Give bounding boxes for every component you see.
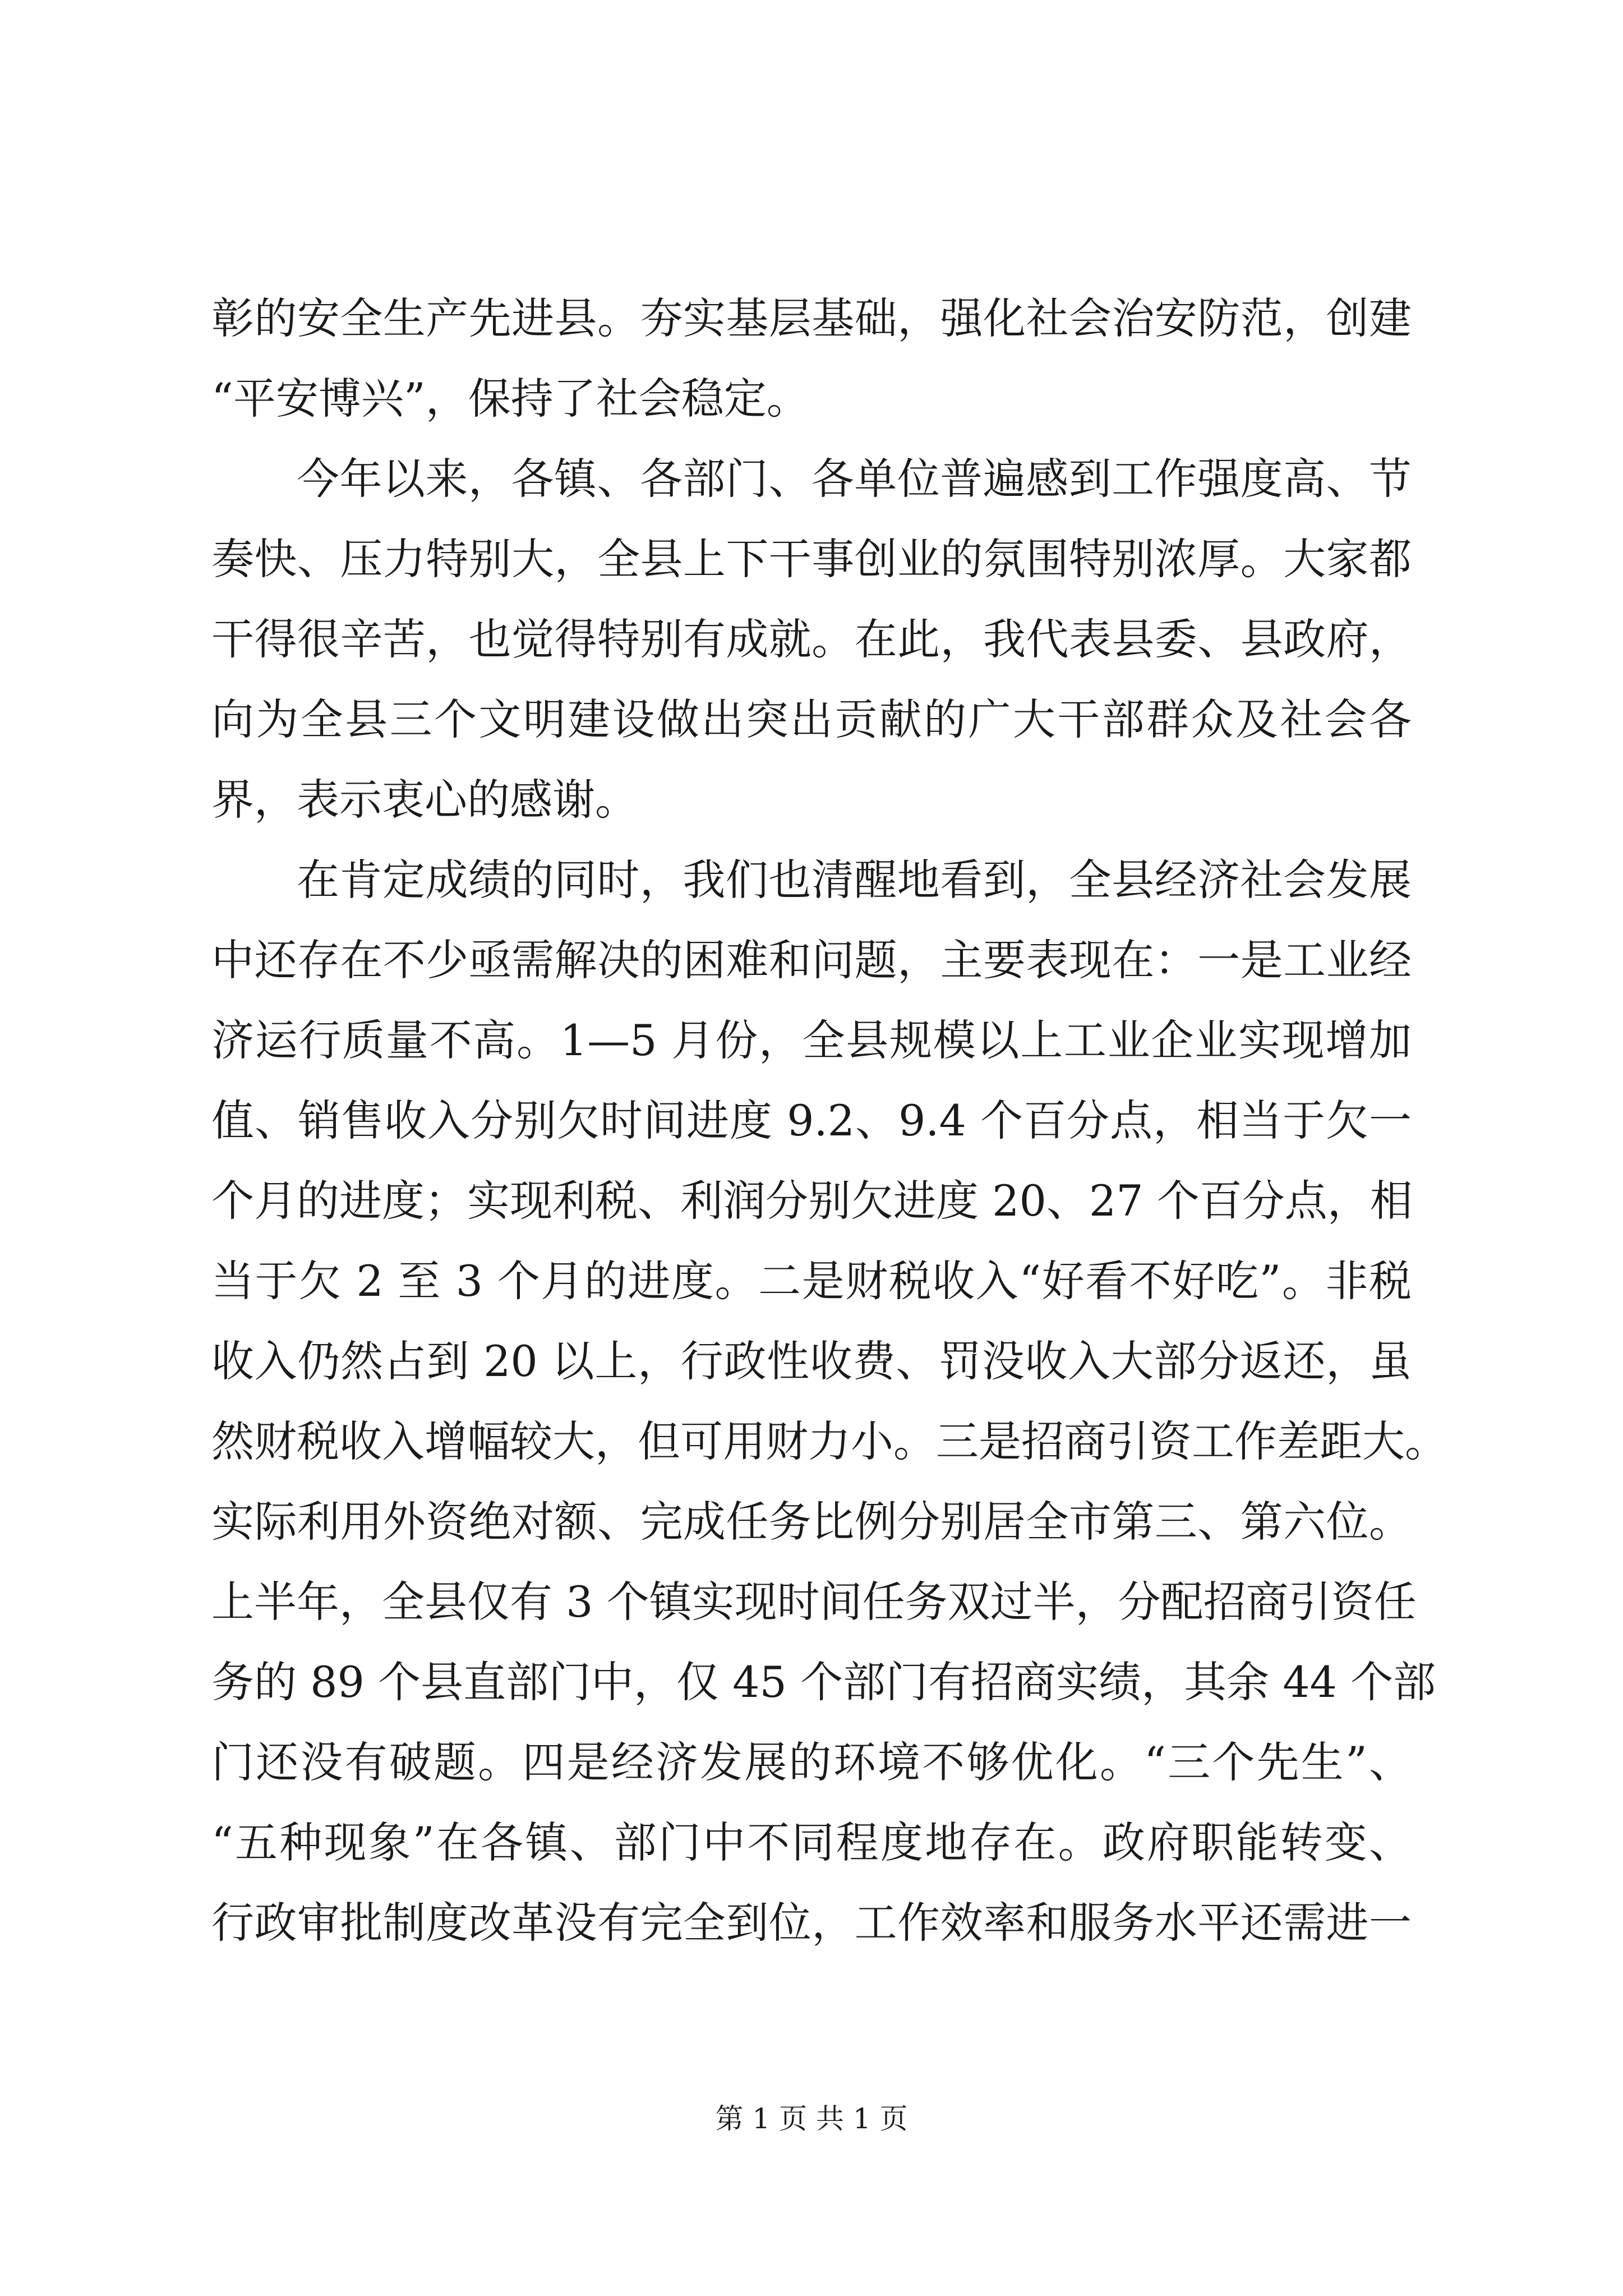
- text-line: 在肯定成绩的同时，我们也清醒地看到，全县经济社会发展: [297, 855, 1412, 905]
- text-line: 界，表示衷心的感谢。: [211, 775, 638, 825]
- paragraph: [211, 454, 1412, 825]
- text-line: 上半年，全县仅有 3 个镇实现时间任务双过半，分配招商引资任: [211, 1577, 1417, 1627]
- text-line: 收入仍然占到 20 以上，行政性收费、罚没收入大部分返还，虽: [211, 1336, 1412, 1386]
- paragraph: [211, 855, 1447, 1948]
- text-line: 实际利用外资绝对额、完成任务比例分别居全市第三、第六位。: [211, 1497, 1412, 1547]
- text-line: 今年以来，各镇、各部门、各单位普遍感到工作强度高、节: [297, 454, 1412, 504]
- text-line: 个月的进度；实现利税、利润分别欠进度 20、27 个百分点，相: [211, 1176, 1413, 1226]
- text-line: 奏快、压力特别大，全县上下干事创业的氛围特别浓厚。大家都: [211, 534, 1412, 584]
- text-line: 值、销售收入分别欠时间进度 9.2、9.4 个百分点，相当于欠一: [211, 1096, 1412, 1145]
- page-footer: 第 1 页 共 1 页: [715, 2102, 908, 2135]
- text-line: 向为全县三个文明建设做出突出贡献的广大干部群众及社会各: [211, 694, 1412, 744]
- text-line: 干得很辛苦，也觉得特别有成就。在此，我代表县委、县政府，: [211, 614, 1412, 664]
- paragraph: [211, 293, 1412, 424]
- text-line: 济运行质量不高。1—5 月份，全县规模以上工业企业实现增加: [211, 1015, 1412, 1065]
- text-line: “平安博兴”，保持了社会稳定。: [211, 374, 809, 424]
- text-line: “五种现象”在各镇、部门中不同程度地存在。政府职能转变、: [211, 1818, 1412, 1867]
- text-line: 务的 89 个县直部门中，仅 45 个部门有招商实绩，其余 44 个部: [211, 1657, 1436, 1707]
- document-body: [211, 293, 1447, 1982]
- text-line: 彰的安全生产先进县。夯实基层基础，强化社会治安防范，创建: [211, 293, 1412, 343]
- text-line: 然财税收入增幅较大，但可用财力小。三是招商引资工作差距大。: [211, 1416, 1447, 1466]
- text-line: 门还没有破题。四是经济发展的环境不够优化。“三个先生”、: [211, 1737, 1412, 1787]
- text-line: 行政审批制度改革没有完全到位，工作效率和服务水平还需进一: [211, 1898, 1412, 1948]
- text-line: 当于欠 2 至 3 个月的进度。二是财税收入“好看不好吃”。非税: [211, 1256, 1412, 1306]
- text-line: 中还存在不少亟需解决的困难和问题，主要表现在：一是工业经: [211, 935, 1412, 985]
